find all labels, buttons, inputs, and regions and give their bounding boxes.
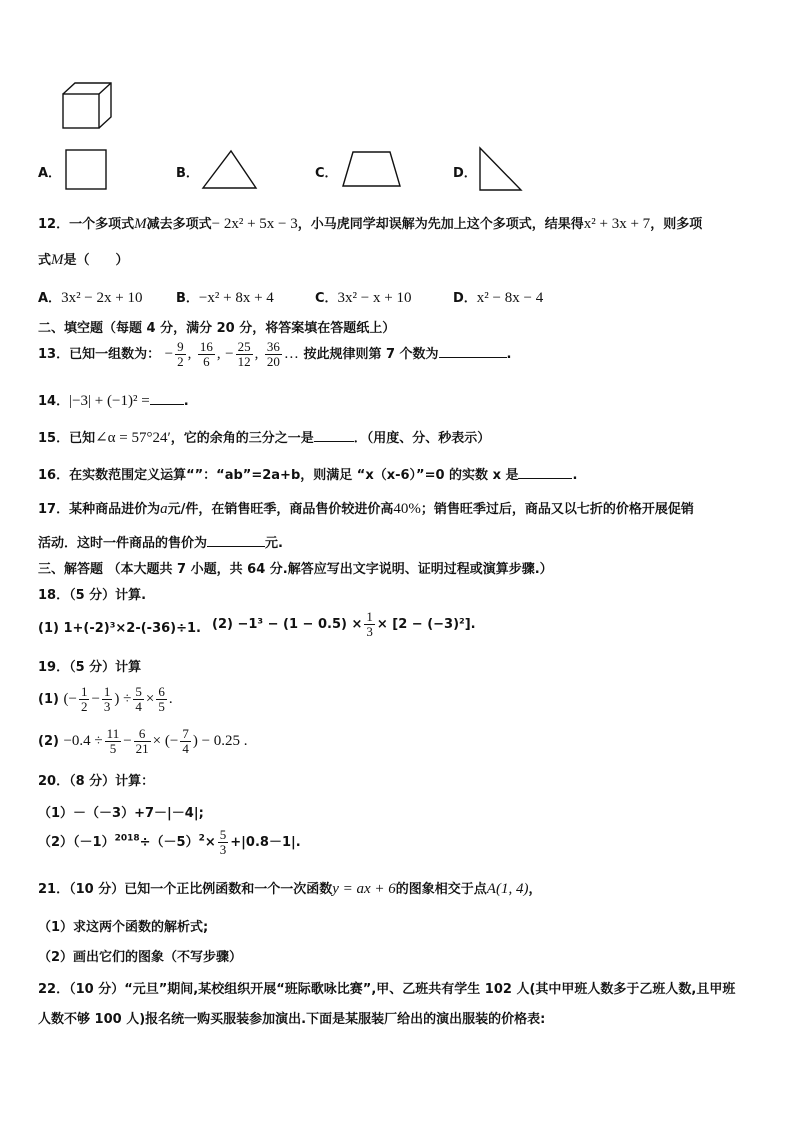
section-2-heading: 二、填空题（每题 4 分，满分 20 分，将答案填在答题纸上） <box>38 321 396 336</box>
q21-stem: 21．（10 分）已知一个正比例函数和一个一次函数y = ax + 6的图象相交于点A(1, 4)， <box>38 881 542 897</box>
answer-blank[interactable] <box>207 532 265 547</box>
q12-option-b: B．−x² + 8x + 4 <box>176 290 274 306</box>
triangle-icon <box>200 148 260 192</box>
q12-line1: 12．一个多项式M减去多项式− 2x² + 5x − 3，小马虎同学却误解为先加上这个多项式，结果得x² + 3x + 7，则多项 <box>38 216 703 232</box>
fraction: $\frac{16}{6}$ <box>199 339 213 369</box>
q12-option-c: C．3x² − x + 10 <box>315 290 412 306</box>
q14: 14．|−3| + (−1)² = . <box>38 390 189 410</box>
fraction: $\frac{5}{3}$ <box>219 827 227 857</box>
q17-line1: 17．某种商品进价为a元/件，在销售旺季，商品售价较进价高40%；销售旺季过后，商品又以七折的价格开展促销 <box>38 501 694 517</box>
q19-part2: (2) −0.4 ÷ $\frac{11}{5}$ − $\frac{6}{21}$ × (− $\frac{7}{4}$ ) − 0.25 . <box>38 726 248 756</box>
q18-part2: (2) −1³ − (1 − 0.5) × $\frac{1}{3}$ × [2 − (−3)²]. <box>212 609 476 639</box>
fraction: $\frac{1}{3}$ <box>103 684 111 714</box>
square-icon <box>64 148 110 192</box>
q18-title: 18．（5 分）计算. <box>38 588 147 603</box>
q21-sub1: （1）求这两个函数的解析式; <box>38 920 209 935</box>
fraction: $\frac{1}{3}$ <box>366 609 373 639</box>
q22-line1: 22．（10 分）“元旦”期间,某校组织开展“班际歌咏比赛”,甲、乙班共有学生 102 人(其中甲班人数多于乙班人数,且甲班 <box>38 982 736 997</box>
q12-option-d: D．x² − 8x − 4 <box>453 290 544 306</box>
option-a-label: A． <box>38 166 62 181</box>
cube-figure <box>58 80 114 132</box>
fraction: $\frac{5}{4}$ <box>135 684 142 714</box>
fraction: $\frac{9}{2}$ <box>177 339 184 369</box>
q22-line2: 人数不够 100 人)报名统一购买服装参加演出.下面是某服装厂给出的演出服装的价格表: <box>38 1012 546 1027</box>
q12-option-a: A．3x² − 2x + 10 <box>38 290 143 306</box>
fraction: $\frac{1}{2}$ <box>80 684 88 714</box>
section-3-heading: 三、解答题 （本大题共 7 小题，共 64 分.解答应写出文字说明、证明过程或演算步骤.） <box>38 562 553 577</box>
trapezoid-icon <box>340 148 404 192</box>
q20-title: 20．（8 分）计算： <box>38 774 155 789</box>
q13: 13．已知一组数为： − $\frac{9}{2}$ , $\frac{16}{6}$ , − $\frac{25}{12}$ , $\frac{36}{20}$ … 按此规律则第 7 个数为 . <box>38 339 512 369</box>
option-d-label: D． <box>453 166 477 181</box>
q21-sub2: （2）画出它们的图象（不写步骤） <box>38 950 243 965</box>
fraction: $\frac{7}{4}$ <box>182 726 189 756</box>
answer-blank[interactable] <box>518 464 572 479</box>
q19-part1: (1) (− $\frac{1}{2}$ − $\frac{1}{3}$ ) ÷ $\frac{5}{4}$ × $\frac{6}{5}$ . <box>38 684 173 714</box>
fraction: $\frac{25}{12}$ <box>237 339 251 369</box>
answer-blank[interactable] <box>439 343 507 358</box>
q15: 15．已知∠α = 57°24′，它的余角的三分之一是 ．（用度、分、秒表示） <box>38 427 490 447</box>
q18-part1: (1) 1+(-2)³×2-(-36)÷1. <box>38 621 201 636</box>
fraction: $\frac{36}{20}$ <box>266 339 280 369</box>
q20-part2: $(2)(-1)^{2018}\div(-5)^2\times$ $\frac{5}{3}$ +|0.8－1|. <box>38 827 301 857</box>
q20-part1: （1）－（－3）+7－|－4|; <box>38 806 204 821</box>
q17-line2: 活动．这时一件商品的售价为 元. <box>38 532 283 551</box>
option-c-label: C． <box>315 166 338 181</box>
right-triangle-icon <box>475 144 525 194</box>
fraction: $\frac{11}{5}$ <box>106 726 120 756</box>
fraction: $\frac{6}{21}$ <box>135 726 149 756</box>
q16: 16．在实数范围定义运算“”：“ab”=2a+b，则满足 “x（x-6）”=0 的实数 x 是 . <box>38 464 577 483</box>
answer-blank[interactable] <box>150 390 184 405</box>
q19-title: 19．（5 分）计算 <box>38 660 142 675</box>
option-b-label: B． <box>176 166 199 181</box>
fraction: $\frac{6}{5}$ <box>158 684 165 714</box>
q12-line2: 式M是（ ） <box>38 252 129 268</box>
answer-blank[interactable] <box>314 427 354 442</box>
